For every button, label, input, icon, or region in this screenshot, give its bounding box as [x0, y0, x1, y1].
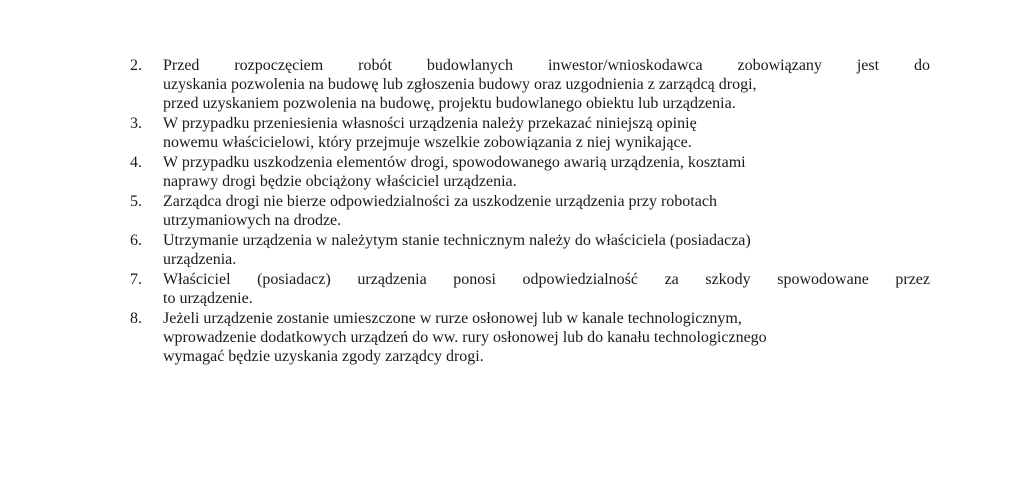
item-number: 2.	[130, 57, 142, 74]
conditions-list	[130, 56, 930, 367]
item-number: 3.	[130, 115, 142, 132]
list-item	[130, 114, 930, 152]
item-text-line: uzyskania pozwolenia na budowę lub zgłoszenia budowy oraz uzgodnienia z zarządcą drogi,	[163, 76, 757, 93]
item-text-line: naprawy drogi będzie obciążony właściciel urządzenia.	[163, 173, 517, 190]
list-item	[130, 270, 930, 308]
item-number: 5.	[130, 193, 142, 210]
list-item	[130, 56, 930, 113]
item-text-line: Zarządca drogi nie bierze odpowiedzialności za uszkodzenie urządzenia przy robotach	[163, 193, 717, 210]
item-text-line: Przed rozpoczęciem robót budowlanych inwestor/wnioskodawca zobowiązany jest do	[163, 57, 930, 74]
item-text-line: wprowadzenie dodatkowych urządzeń do ww. rury osłonowej lub do kanału technologicznego	[163, 329, 767, 346]
list-item	[130, 231, 930, 269]
list-item	[130, 309, 930, 366]
item-text-line: wymagać będzie uzyskania zgody zarządcy drogi.	[163, 348, 484, 365]
item-text-line: nowemu właścicielowi, który przejmuje wszelkie zobowiązania z niej wynikające.	[163, 134, 692, 151]
item-text-line: Właściciel (posiadacz) urządzenia ponosi odpowiedzialność za szkody spowodowane przez	[163, 271, 930, 288]
item-text-line: urządzenia.	[163, 251, 237, 268]
list-item	[130, 192, 930, 230]
item-text-line: W przypadku uszkodzenia elementów drogi, spowodowanego awarią urządzenia, kosztami	[163, 154, 746, 171]
item-number: 7.	[130, 271, 142, 288]
item-text-line: Utrzymanie urządzenia w należytym stanie technicznym należy do właściciela (posiadacza)	[163, 232, 751, 249]
list-item	[130, 153, 930, 191]
item-text-line: przed uzyskaniem pozwolenia na budowę, projektu budowlanego obiektu lub urządzenia.	[163, 95, 736, 112]
item-number: 8.	[130, 310, 142, 327]
item-text-line: to urządzenie.	[163, 290, 253, 307]
item-number: 6.	[130, 232, 142, 249]
item-text-line: Jeżeli urządzenie zostanie umieszczone w rurze osłonowej lub w kanale technologicznym,	[163, 310, 742, 327]
item-text-line: utrzymaniowych na drodze.	[163, 212, 342, 229]
item-number: 4.	[130, 154, 142, 171]
item-text-line: W przypadku przeniesienia własności urządzenia należy przekazać niniejszą opinię	[163, 115, 697, 132]
